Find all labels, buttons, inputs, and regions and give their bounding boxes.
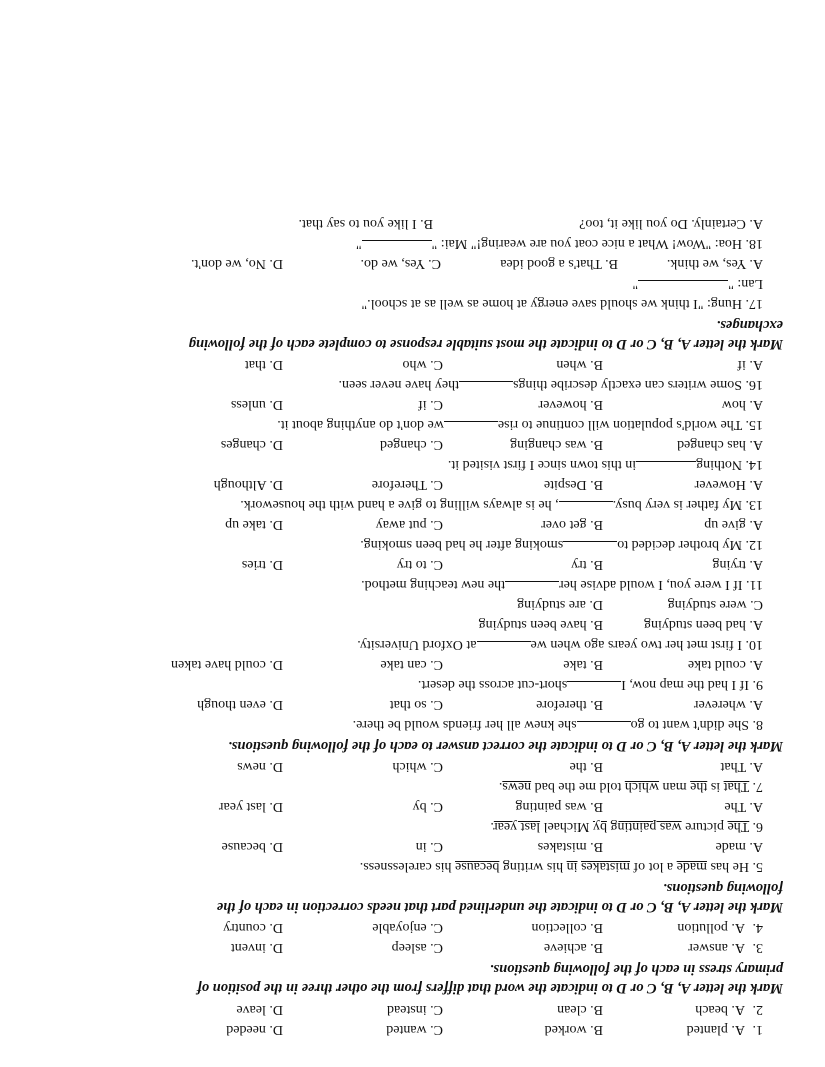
section-heading-response-2: exchanges.: [716, 317, 783, 333]
q11-blank: [505, 581, 559, 594]
q9-blank: [567, 681, 621, 694]
q5-option-a: A. made: [715, 839, 763, 854]
q6-option-d: D. last year: [218, 799, 283, 814]
q15-option-a: A. how: [721, 397, 763, 412]
q11-option-b: B. try: [571, 557, 603, 572]
q17-blank: [638, 280, 728, 293]
q18-option-a: A. Certainly. Do you like it, too?: [579, 216, 763, 231]
q7-option-c: C. which: [392, 759, 443, 774]
q6-option-c: C. by: [412, 799, 443, 814]
q14-option-a: A. has changed: [677, 437, 763, 452]
q6-underline-c: by: [592, 819, 607, 834]
q13-blank: [559, 501, 613, 514]
q4-number: 4.: [752, 920, 763, 935]
q7-underline-d: news: [502, 779, 532, 794]
q13-option-a: A. However: [694, 477, 763, 492]
q11-option-a: A. trying: [712, 557, 763, 572]
q8-blank: [577, 721, 631, 734]
q14-option-c: C. changed: [380, 437, 443, 452]
q5-option-c: C. in: [415, 839, 443, 854]
question-17-reply: Lan: "": [632, 276, 763, 291]
q11-option-d: D. tries: [241, 557, 283, 572]
q10-option-b: B. have been studying: [478, 617, 603, 632]
question-18-stem: 18. Hoa: "Wow! What a nice coat you are wearing!" Mai: "": [355, 236, 763, 251]
question-14-stem: 14. Nothingin this town since I first visited it.: [447, 457, 763, 472]
q7-option-b: B. the: [569, 759, 603, 774]
section-heading-correction-1: Mark the letter A, B, C or D to indicate the underlined part that needs correction in each of the: [216, 899, 783, 915]
q9-option-c: C. can take: [380, 657, 443, 672]
question-9-stem: 9. If I had the map now, Ishort-cut across the desert.: [417, 677, 763, 692]
q8-option-d: D. even though: [197, 697, 283, 712]
q16-option-b: B. when: [556, 357, 603, 372]
q7-option-d: D. news: [237, 759, 283, 774]
q12-option-b: B. get over: [541, 517, 603, 532]
q10-option-c: C. were studying: [667, 597, 763, 612]
q10-option-a: A. had been studying: [644, 617, 763, 632]
q9-option-b: B. take: [563, 657, 603, 672]
question-10-stem: 10. I first met her two years ago when weat Oxford University.: [357, 637, 763, 652]
q3-number: 3.: [752, 940, 763, 955]
q14-blank: [636, 461, 696, 474]
q6-underline-d: last year: [493, 819, 541, 834]
q15-option-d: D. unless: [230, 397, 283, 412]
question-15-stem: 15. The world's population will continue to risewe don't do anything about it.: [277, 417, 763, 432]
q3-option-c: C. asleep: [391, 940, 443, 955]
question-13-stem: 13. My father is very busy., he is always willing to give a hand with the housework.: [240, 497, 763, 512]
question-8-stem: 8. She didn't want to goshe knew all her friends would be there.: [352, 717, 763, 732]
question-5-stem: 5. He has made a lot of mistakes in his writing because his carelessness.: [359, 859, 763, 874]
q16-option-d: D. that: [244, 357, 283, 372]
q7-option-a: A. That: [720, 759, 763, 774]
q6-option-a: A. The: [724, 799, 763, 814]
q9-option-a: A. could take: [687, 657, 763, 672]
q2-option-c: C. instead: [387, 1002, 443, 1017]
q1-option-d: D. needed: [226, 1022, 283, 1037]
section-heading-correction-2: following questions.: [662, 880, 783, 896]
q14-option-d: D. changes: [220, 437, 283, 452]
q6-option-b: B. was painting: [515, 799, 603, 814]
q12-option-d: D. take up: [225, 517, 283, 532]
q8-option-a: A. wherever: [693, 697, 763, 712]
q11-option-c: C. to try: [396, 557, 443, 572]
q2-option-d: D. leave: [236, 1002, 283, 1017]
question-16-stem: 16. Some writers can exactly describe thingsthey have never seen.: [338, 377, 763, 392]
section-heading-stress-2: primary stress in each of the following questions.: [489, 961, 783, 977]
section-heading-response-1: Mark the letter A, B, C or D to indicate the most suitable response to complete each of the following: [188, 336, 783, 352]
q12-blank: [563, 541, 617, 554]
q12-option-a: A. give up: [704, 517, 763, 532]
question-12-stem: 12. My brother decided tosmoking after he had been smoking.: [360, 537, 763, 552]
section-heading-correct-answer: Mark the letter A, B, C or D to indicate the correct answer to each of the following questions.: [228, 738, 783, 754]
q17-option-a: A. Yes, we think.: [666, 256, 763, 271]
q3-option-d: D. invent: [230, 940, 283, 955]
q10-option-d: D. are studying: [517, 597, 603, 612]
q8-option-b: B. therefore: [536, 697, 603, 712]
q14-option-b: B. was changing: [510, 437, 603, 452]
q3-option-b: B. achieve: [543, 940, 603, 955]
q8-option-c: C. so that: [389, 697, 443, 712]
q2-number: 2.: [752, 1002, 763, 1017]
q13-option-c: C. Therefore: [371, 477, 443, 492]
q6-underline-a: The: [727, 819, 750, 834]
q18-blank: [362, 240, 432, 253]
q18-option-b: B. I like you to say that.: [298, 216, 433, 231]
q9-option-d: D. could have taken: [171, 657, 283, 672]
q10-blank: [477, 641, 531, 654]
q7-underline-c: which: [624, 779, 660, 794]
q12-option-c: C. put away: [375, 517, 443, 532]
q2-option-a: A. beach: [695, 1002, 745, 1017]
q5-underline-b: mistakes: [581, 859, 631, 874]
q3-option-a: A. answer: [688, 940, 745, 955]
q5-underline-a: made: [676, 859, 707, 874]
q17-option-d: D. No, we don't.: [191, 256, 283, 271]
q7-underline-a: That: [723, 779, 750, 794]
q15-option-c: C. if: [418, 397, 443, 412]
q13-option-b: B. Despite: [543, 477, 603, 492]
q4-option-a: A. pollution: [677, 920, 745, 935]
q16-option-c: C. who: [402, 357, 443, 372]
q5-underline-d: because: [455, 859, 500, 874]
q5-option-b: B. mistakes: [537, 839, 603, 854]
q4-option-c: C. enjoyable: [372, 920, 443, 935]
q1-option-b: B. worked: [544, 1022, 603, 1037]
q5-underline-c: in: [566, 859, 578, 874]
q15-blank: [444, 421, 498, 434]
question-17-stem: 17. Hung: "I think we should save energy at home as well as at school.": [361, 296, 763, 311]
q1-number: 1.: [752, 1022, 763, 1037]
section-heading-stress-1: Mark the letter A, B, C or D to indicate the word that differs from the other three in the position of: [196, 980, 783, 996]
q4-option-b: B. collection: [531, 920, 603, 935]
q1-option-a: A. planted: [686, 1022, 745, 1037]
q6-underline-b: was painting: [610, 819, 682, 834]
q5-option-d: D. because: [221, 839, 283, 854]
q4-option-d: D. country: [223, 920, 283, 935]
q7-underline-b: the: [690, 779, 708, 794]
question-6-stem: 6. The picture was painting by Michael last year.: [490, 819, 763, 834]
question-11-stem: 11. If I were you, I would advise herthe new teaching method.: [361, 577, 763, 592]
q16-blank: [459, 381, 513, 394]
q16-option-a: A. if: [737, 357, 763, 372]
question-7-stem: 7. That is the man which told me the bad news.: [498, 779, 763, 794]
q13-option-d: D. Although: [213, 477, 283, 492]
q1-option-c: C. wanted: [386, 1022, 443, 1037]
q17-option-c: C. Yes, we do.: [360, 256, 441, 271]
q15-option-b: B. however: [538, 397, 603, 412]
q2-option-b: B. clean: [557, 1002, 603, 1017]
q17-option-b: B. That's a good idea: [500, 256, 618, 271]
